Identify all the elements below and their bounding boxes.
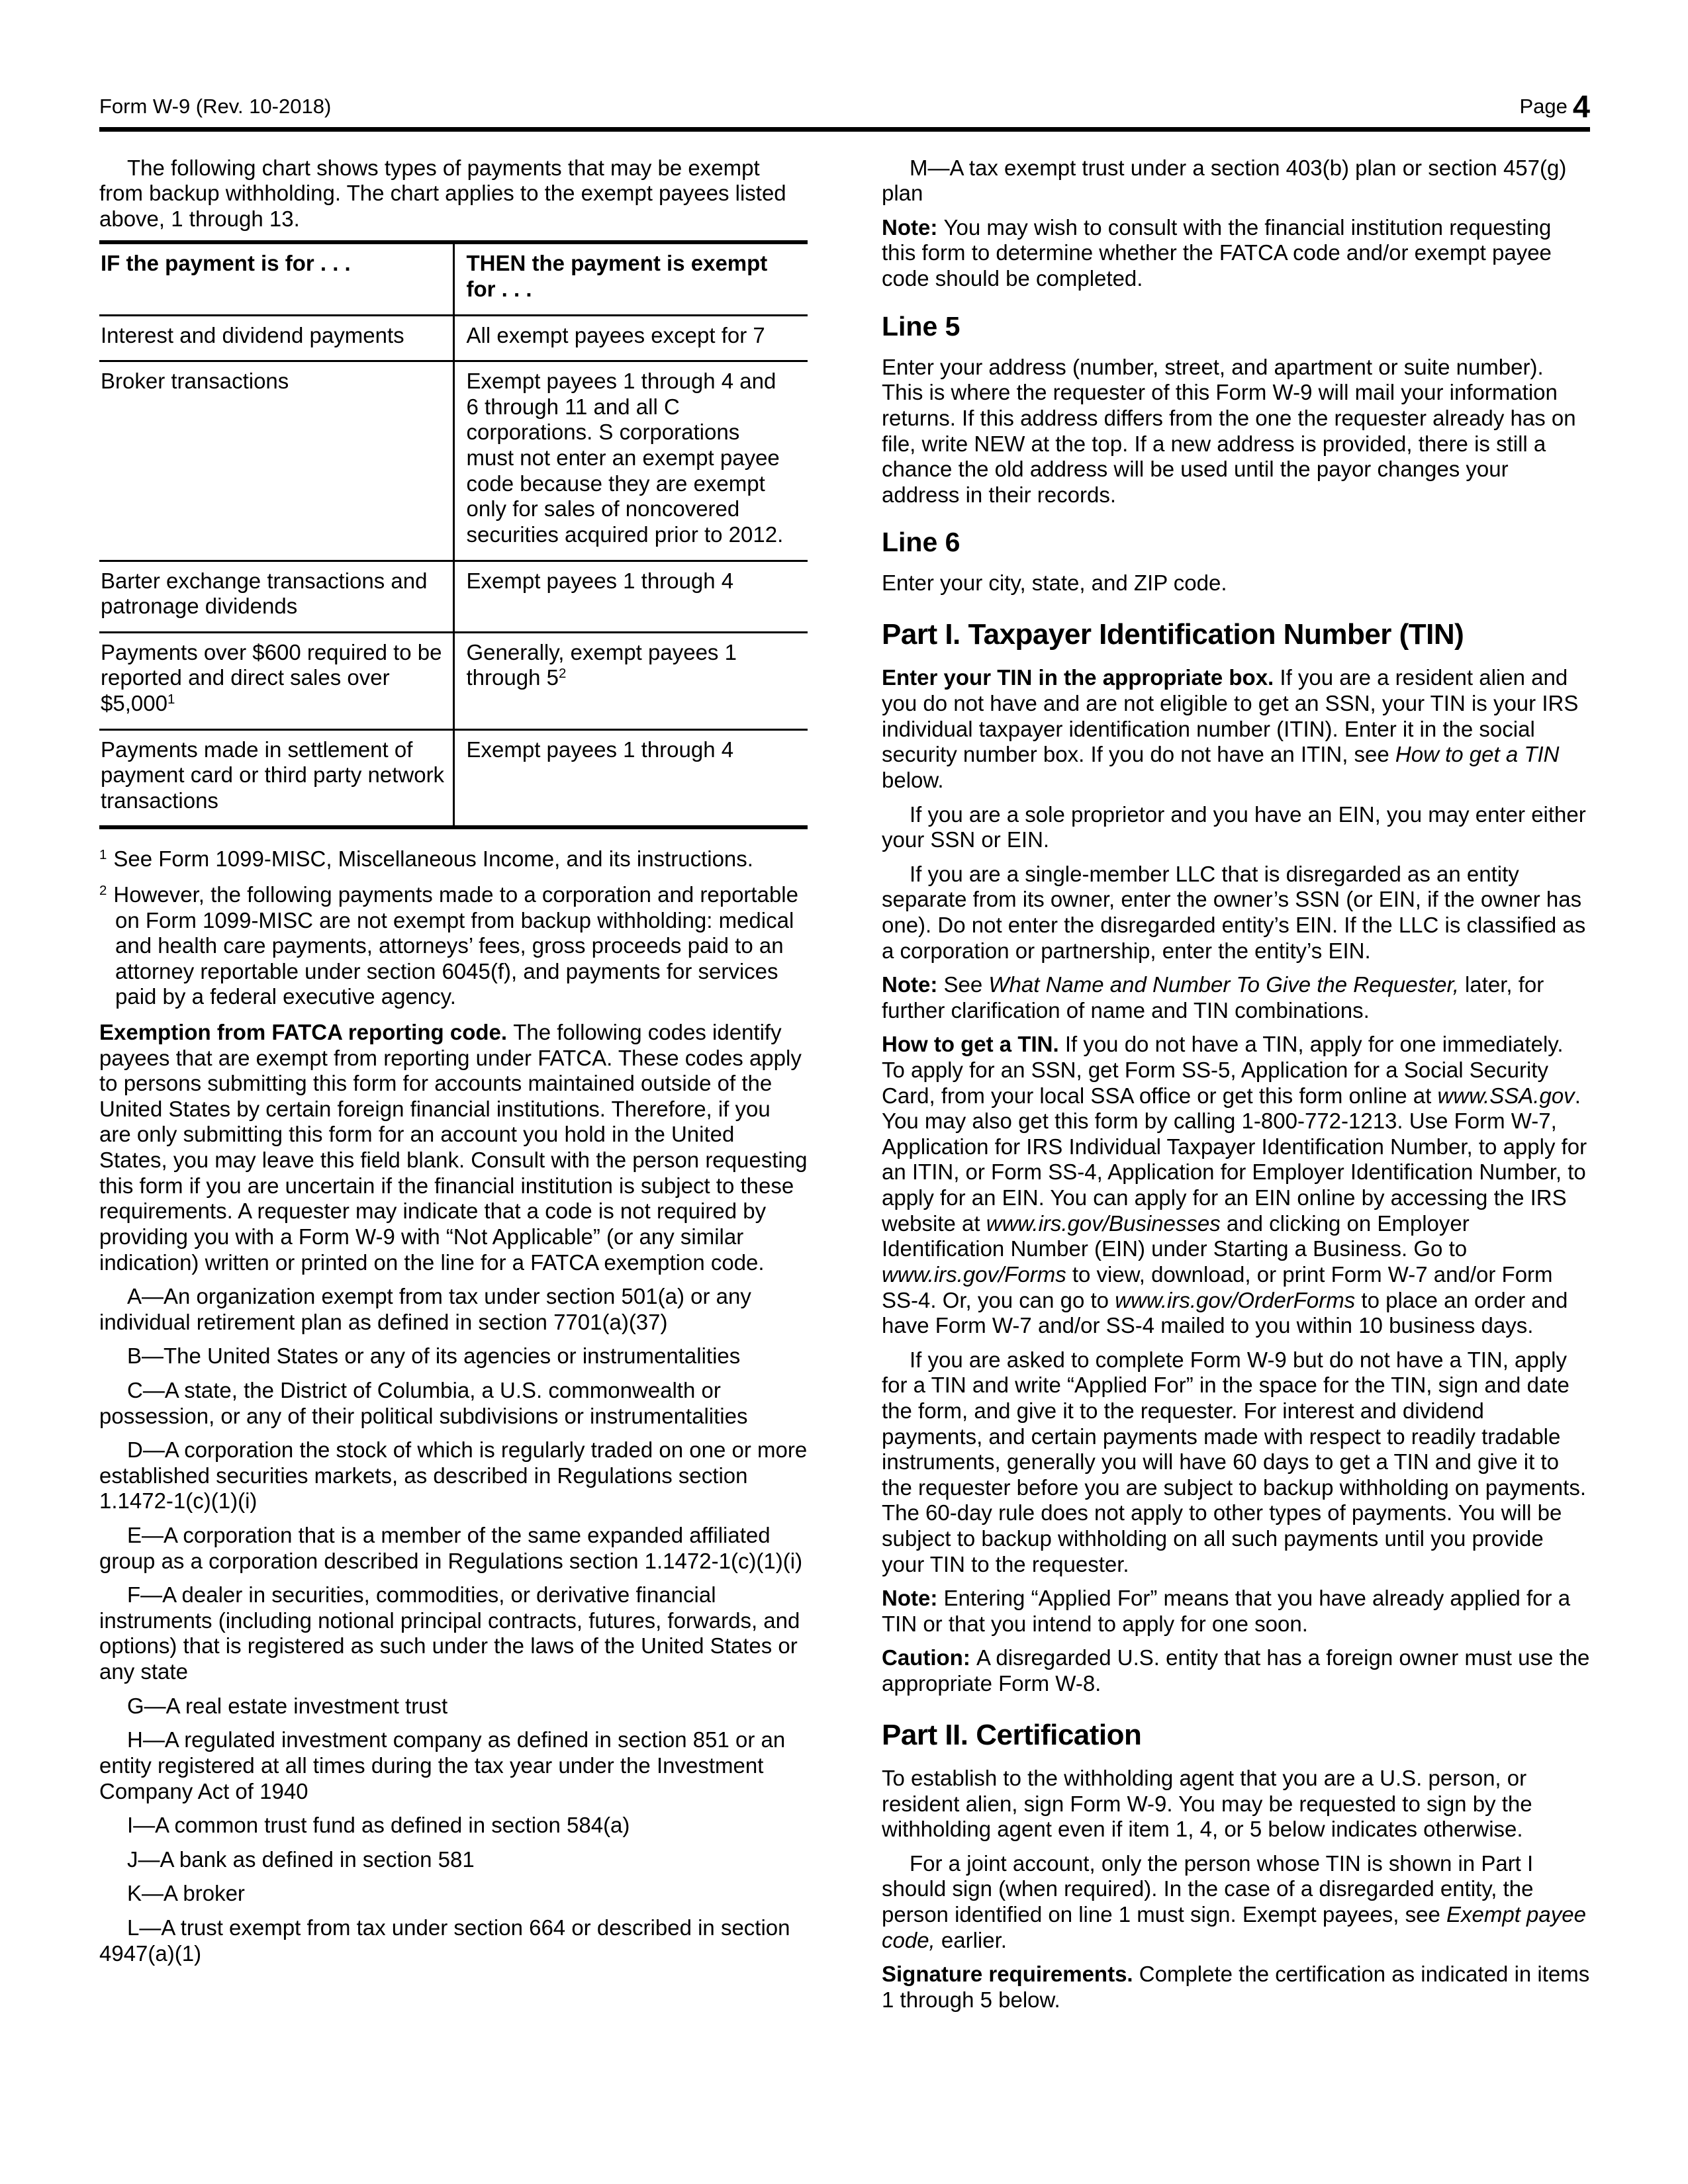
page-content [99,89,1590,2022]
table-row [99,561,808,632]
footnote-1-text: See Form 1099-MISC, Miscellaneous Income, and its instructions. [113,846,753,872]
line-6-paragraph: Enter your city, state, and ZIP code. [882,570,1227,596]
page-indicator [1519,89,1590,124]
line-6-heading: Line 6 [882,527,961,558]
fatca-code-m: M—A tax exempt trust under a section 403(b) plan or section 457(g) plan [882,155,1567,206]
footnote-2-marker: 2 [99,882,107,898]
header-rule [99,127,1590,132]
right-column [882,156,1590,2022]
fatca-code-c: C—A state, the District of Columbia, a U.S. commonwealth or possession, or any of their political subdivisions or instrumentalities [99,1377,748,1428]
signature-requirements-paragraph: Signature requirements. Complete the certification as indicated in items 1 through 5 below. [882,1962,1590,2012]
footnote-1 [99,846,808,872]
line-5-paragraph: Enter your address (number, street, and apartment or suite number). This is where the requester of this Form W-9 will mail your information returns. If this address differs from the one the requester already has on file, write NEW at the top. If a new address is provided, there is still a chance the old address will be used until the payor changes your address in their records. [882,354,1576,507]
fatca-code-b: B—The United States or any of its agencies or instrumentalities [127,1343,741,1369]
note-fatca-consult: Note: You may wish to consult with the financial institution requesting this form to determine whether the FATCA code and/or exempt payee code should be completed. [882,214,1552,291]
footnote-1-marker: 1 [99,847,107,863]
note-name-number: Note: See What Name and Number To Give the Requester, later, for further clarification of name and TIN combinations. [882,972,1544,1023]
part-2-intro-paragraph: To establish to the withholding agent that you are a U.S. person, or resident alien, sign Form W-9. You may be requested to sign by the withholding agent even if item 1, 4, or 5 below indicates otherwise. [882,1766,1532,1842]
part-1-intro-paragraph: Enter your TIN in the appropriate box. If you are a resident alien and you do not have and are not eligible to get an SSN, your TIN is your IRS individual taxpayer identification number (ITIN). Enter it in the social security number box. If you do not have an ITIN, see How to get a TIN below. [882,665,1579,792]
fatca-code-f: F—A dealer in securities, commodities, or derivative financial instruments (including notional principal contracts, futures, forwards, and options) that is registered as such under the laws of the United States or any state [99,1582,800,1684]
table-cell-exempt: All exempt payees except for 7 [453,315,808,361]
table-header-row [99,242,808,315]
fatca-code-d: D—A corporation the stock of which is regularly traded on one or more established securities markets, as described in Regulations section 1.1472-1(c)(1)(i) [99,1437,808,1514]
table-row [99,632,808,729]
left-column [99,156,808,2022]
table-row [99,361,808,561]
table-cell-exempt: Generally, exempt payees 1 through $5^2$ [453,632,808,729]
exempt-payments-table [99,240,808,829]
fatca-code-k: K—A broker [127,1881,245,1906]
caution-paragraph: Caution: A disregarded U.S. entity that has a foreign owner must use the appropriate Form W-8. [882,1645,1590,1696]
intro-paragraph: The following chart shows types of payments that may be exempt from backup withholding. The chart applies to the exempt payees listed above, 1 through 13. [99,155,786,231]
fatca-code-e: E—A corporation that is a member of the same expanded affiliated group as a corporation described in Regulations section 1.1472-1(c)(1)(i) [99,1523,803,1573]
two-column-layout [99,156,1590,2022]
single-member-llc-paragraph: If you are a single-member LLC that is disregarded as an entity separate from its owner, enter the owner’s SSN (or EIN, if the owner has one). Do not enter the disregarded entity’s EIN. If the LLC is classified as a corporation or partnership, enter the entity’s EIN. [882,861,1586,963]
page-number: 4 [1572,89,1590,124]
page-word: Page [1519,95,1568,118]
footnote-2-text: However, the following payments made to a corporation and reportable on Form 1099-MISC are not exempt from backup withholding: medical and health care payments, attorneys’ fees, gross proceeds paid to an attorney reportable under section 6045(f), and payments for services paid by a federal executive agency. [113,882,798,1009]
table-header-if: IF the payment is for . . . [99,242,453,315]
table-cell-payment: Barter exchange transactions and patronage dividends [99,561,453,632]
table-cell-exempt: Exempt payees 1 through 4 [453,729,808,827]
fatca-code-j: J—A bank as defined in section 581 [127,1846,475,1872]
line-5-heading: Line 5 [882,310,961,341]
joint-account-paragraph: For a joint account, only the person whose TIN is shown in Part I should sign (when required). In the case of a disregarded entity, the person identified on line 1 must sign. Exempt payees, see Exempt payee code, earlier. [882,1850,1586,1952]
part-1-heading: Part I. Taxpayer Identification Number (TIN) [882,618,1464,651]
fatca-code-i: I—A common trust fund as defined in section 584(a) [127,1813,630,1838]
fatca-code-l: L—A trust exempt from tax under section 664 or described in section 4947(a)(1) [99,1915,790,1966]
table-row [99,315,808,361]
table-cell-exempt: Exempt payees 1 through 4 [453,561,808,632]
fatca-exemption-paragraph: Exemption from FATCA reporting code. The following codes identify payees that are exempt from reporting under FATCA. These codes apply to persons submitting this form for accounts maintained outside of the United States by certain foreign financial institutions. Therefore, if you are only submitting this form for an account you hold in the United States, you may leave this field blank. Consult with the person requesting this form if you are uncertain if the financial institution is subject to these requirements. A requester may indicate that a code is not required by providing you with a Form W-9 with “Not Applicable” (or any similar indication) written or printed on the line for a FATCA exemption code. [99,1020,808,1275]
form-title: Form W-9 (Rev. 10-2018) [99,95,332,118]
table-cell-payment: Interest and dividend payments [99,315,453,361]
fatca-code-g: G—A real estate investment trust [127,1693,448,1718]
note-applied-for: Note: Entering “Applied For” means that you have already applied for a TIN or that you intend to apply for one soon. [882,1586,1571,1636]
how-to-get-tin-paragraph: How to get a TIN. If you do not have a TIN, apply for one immediately. To apply for an SSN, get Form SS-5, Application for a Social Security Card, from your local SSA office or get this form online at www.SSA.gov. You may also get this form by calling 1-800-772-1213. Use Form W-7, Application for IRS Individual Taxpayer Identification Number, to apply for an ITIN, or Form SS-4, Application for Employer Identification Number, to apply for an EIN. You can apply for an EIN online by accessing the IRS website at www.irs.gov/Businesses and clicking on Employer Identification Number (EIN) under Starting a Business. Go to www.irs.gov/Forms to view, download, or print Form W-7 and/or Form SS-4. Or, you can go to www.irs.gov/OrderForms to place an order and have Form W-7 and/or SS-4 mailed to you within 10 business days. [882,1032,1587,1338]
table-header-then: THEN the payment is exempt for . . . [453,242,808,315]
table-cell-payment: Payments over $600 required to be reported and direct sales over $5,000$^1$ [99,632,453,729]
page-header [99,89,1590,127]
table-row [99,729,808,827]
table-cell-exempt: Exempt payees 1 through 4 and 6 through 11 and all C corporations. S corporations must not enter an exempt payee code because they are exempt only for sales of noncovered securities acquired prior to 2012. [453,361,808,561]
table-cell-payment: Payments made in settlement of payment card or third party network transactions [99,729,453,827]
fatca-code-h: H—A regulated investment company as defined in section 851 or an entity registered at all times during the tax year under the Investment Company Act of 1940 [99,1727,786,1803]
part-2-heading: Part II. Certification [882,1718,1142,1751]
fatca-code-a: A—An organization exempt from tax under section 501(a) or any individual retirement plan as defined in section 7701(a)(37) [99,1284,751,1334]
applied-for-paragraph: If you are asked to complete Form W-9 but do not have a TIN, apply for a TIN and write “Applied For” in the space for the TIN, sign and date the form, and give it to the requester. For interest and dividend payments, and certain payments made with respect to readily tradable instruments, generally you will have 60 days to get a TIN and give it to the requester before you are subject to backup withholding on payments. The 60-day rule does not apply to other types of payments. You will be subject to backup withholding on all such payments until you provide your TIN to the requester. [882,1347,1586,1576]
table-cell-payment: Broker transactions [99,361,453,561]
sole-proprietor-paragraph: If you are a sole proprietor and you have an EIN, you may enter either your SSN or EIN. [882,801,1586,852]
footnote-2 [99,882,808,1010]
